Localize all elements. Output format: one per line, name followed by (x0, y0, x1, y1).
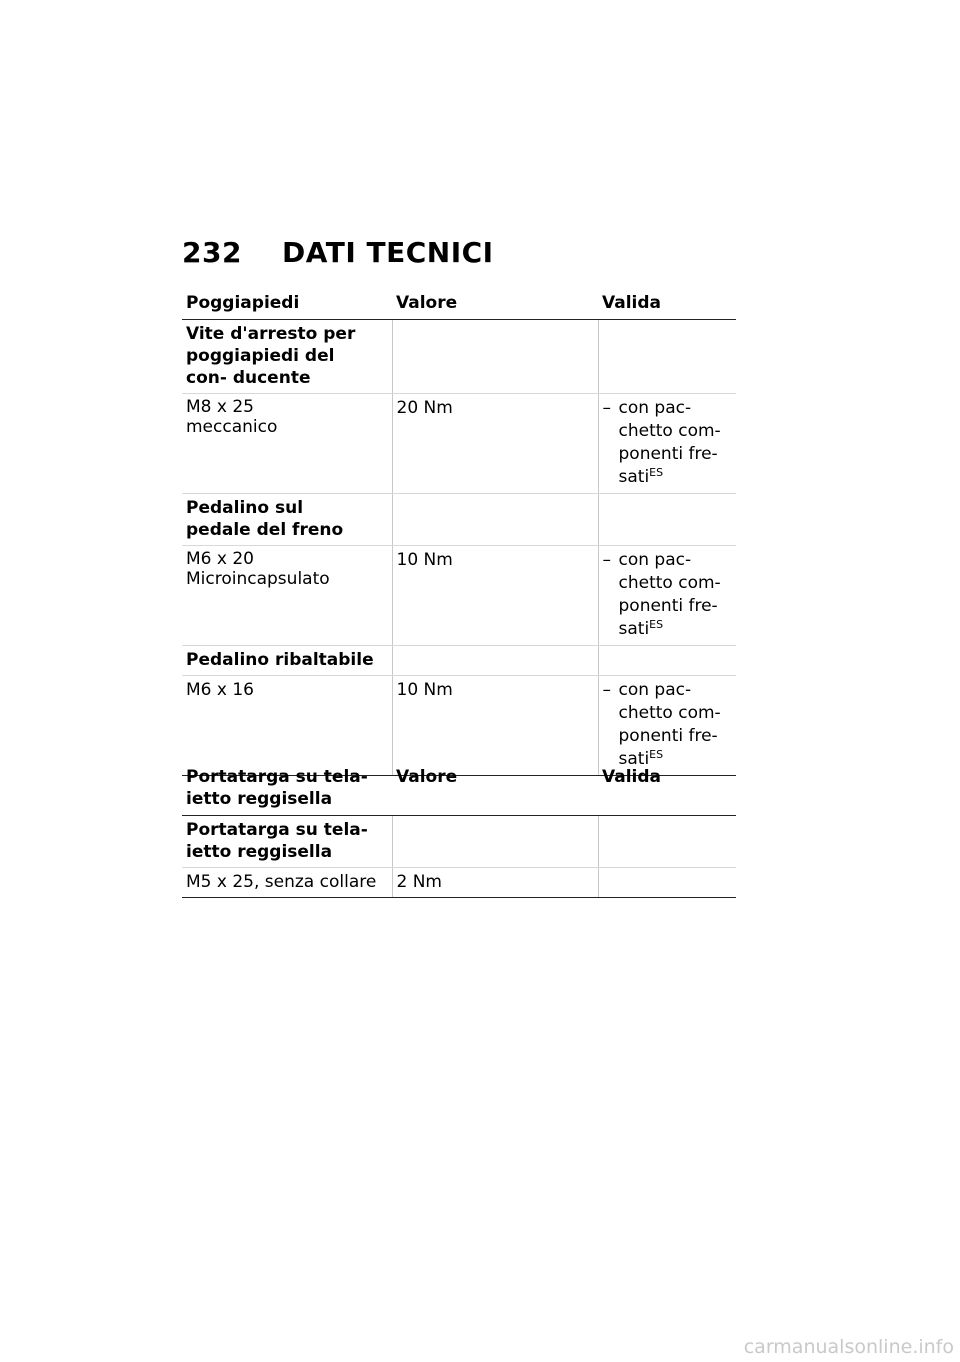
es-footnote-marker: ES (649, 618, 664, 631)
group-title: Pedalino ribaltabile (182, 646, 392, 676)
validity-line: ponenti fre- (618, 444, 718, 464)
spec-cell (182, 394, 392, 494)
validity-line: chetto com- (618, 421, 721, 441)
spec-table (182, 766, 736, 898)
footrest-torque-table (182, 292, 736, 776)
dash-marker: – (602, 550, 611, 570)
empty-cell (598, 816, 736, 868)
value-cell: 10 Nm (392, 676, 598, 776)
section-title: DATI TECNICI (282, 236, 494, 269)
column-header-component: Poggiapiedi (182, 292, 392, 320)
value-cell: 10 Nm (392, 546, 598, 646)
license-plate-holder-table (182, 766, 736, 898)
watermark-text: carmanualsonline.info (743, 1336, 954, 1358)
table-header-row (182, 766, 736, 816)
validity-cell (598, 394, 736, 494)
dash-marker: – (602, 398, 611, 418)
spec-text: M8 x 25 meccanico (186, 397, 278, 437)
validity-line: con pac- (618, 680, 692, 700)
spec-cell (182, 546, 392, 646)
validity-line-text: sati (618, 749, 650, 769)
empty-cell (598, 320, 736, 394)
column-header-value: Valore (392, 292, 598, 320)
column-header-validity: Valida (598, 292, 736, 320)
column-header-component: Portatarga su tela- ietto reggisella (182, 766, 392, 816)
table-group-row (182, 494, 736, 546)
spec-cell: M6 x 16 (182, 676, 392, 776)
group-title: Portatarga su tela- ietto reggisella (182, 816, 392, 868)
validity-line: ponenti fre- (618, 726, 718, 746)
empty-cell (392, 494, 598, 546)
validity-line-text: sati (618, 467, 650, 487)
es-footnote-marker: ES (649, 748, 664, 761)
empty-cell (598, 494, 736, 546)
validity-list-item (603, 679, 731, 771)
page-number: 232 (182, 236, 242, 269)
table-row (182, 676, 736, 776)
validity-line-text: sati (618, 619, 650, 639)
spec-cell: M5 x 25, senza collare (182, 868, 392, 898)
spec-text: M6 x 20 Microincapsulato (186, 549, 330, 589)
column-header-value: Valore (392, 766, 598, 816)
table-header-row (182, 292, 736, 320)
column-header-validity: Valida (598, 766, 736, 816)
es-footnote-marker: ES (649, 466, 664, 479)
empty-cell (392, 646, 598, 676)
table-group-row (182, 816, 736, 868)
validity-line-last (619, 466, 731, 489)
validity-line: ponenti fre- (618, 596, 718, 616)
empty-cell (598, 646, 736, 676)
table-row (182, 868, 736, 898)
validity-list-item (603, 397, 731, 489)
validity-cell (598, 546, 736, 646)
page-header (182, 236, 494, 269)
validity-line: con pac- (618, 398, 692, 418)
table-row (182, 546, 736, 646)
table-row (182, 394, 736, 494)
spec-table (182, 292, 736, 776)
validity-cell (598, 676, 736, 776)
group-title: Vite d'arresto per poggiapiedi del con- ducente (182, 320, 392, 394)
validity-line: con pac- (618, 550, 692, 570)
dash-marker: – (602, 680, 611, 700)
validity-line-last (619, 618, 731, 641)
value-cell: 20 Nm (392, 394, 598, 494)
empty-cell (392, 816, 598, 868)
table-group-row (182, 646, 736, 676)
validity-line: chetto com- (618, 573, 721, 593)
table-group-row (182, 320, 736, 394)
group-title: Pedalino sul pedale del freno (182, 494, 392, 546)
value-cell: 2 Nm (392, 868, 598, 898)
validity-list-item (603, 549, 731, 641)
validity-line: chetto com- (618, 703, 721, 723)
empty-cell (598, 868, 736, 898)
empty-cell (392, 320, 598, 394)
